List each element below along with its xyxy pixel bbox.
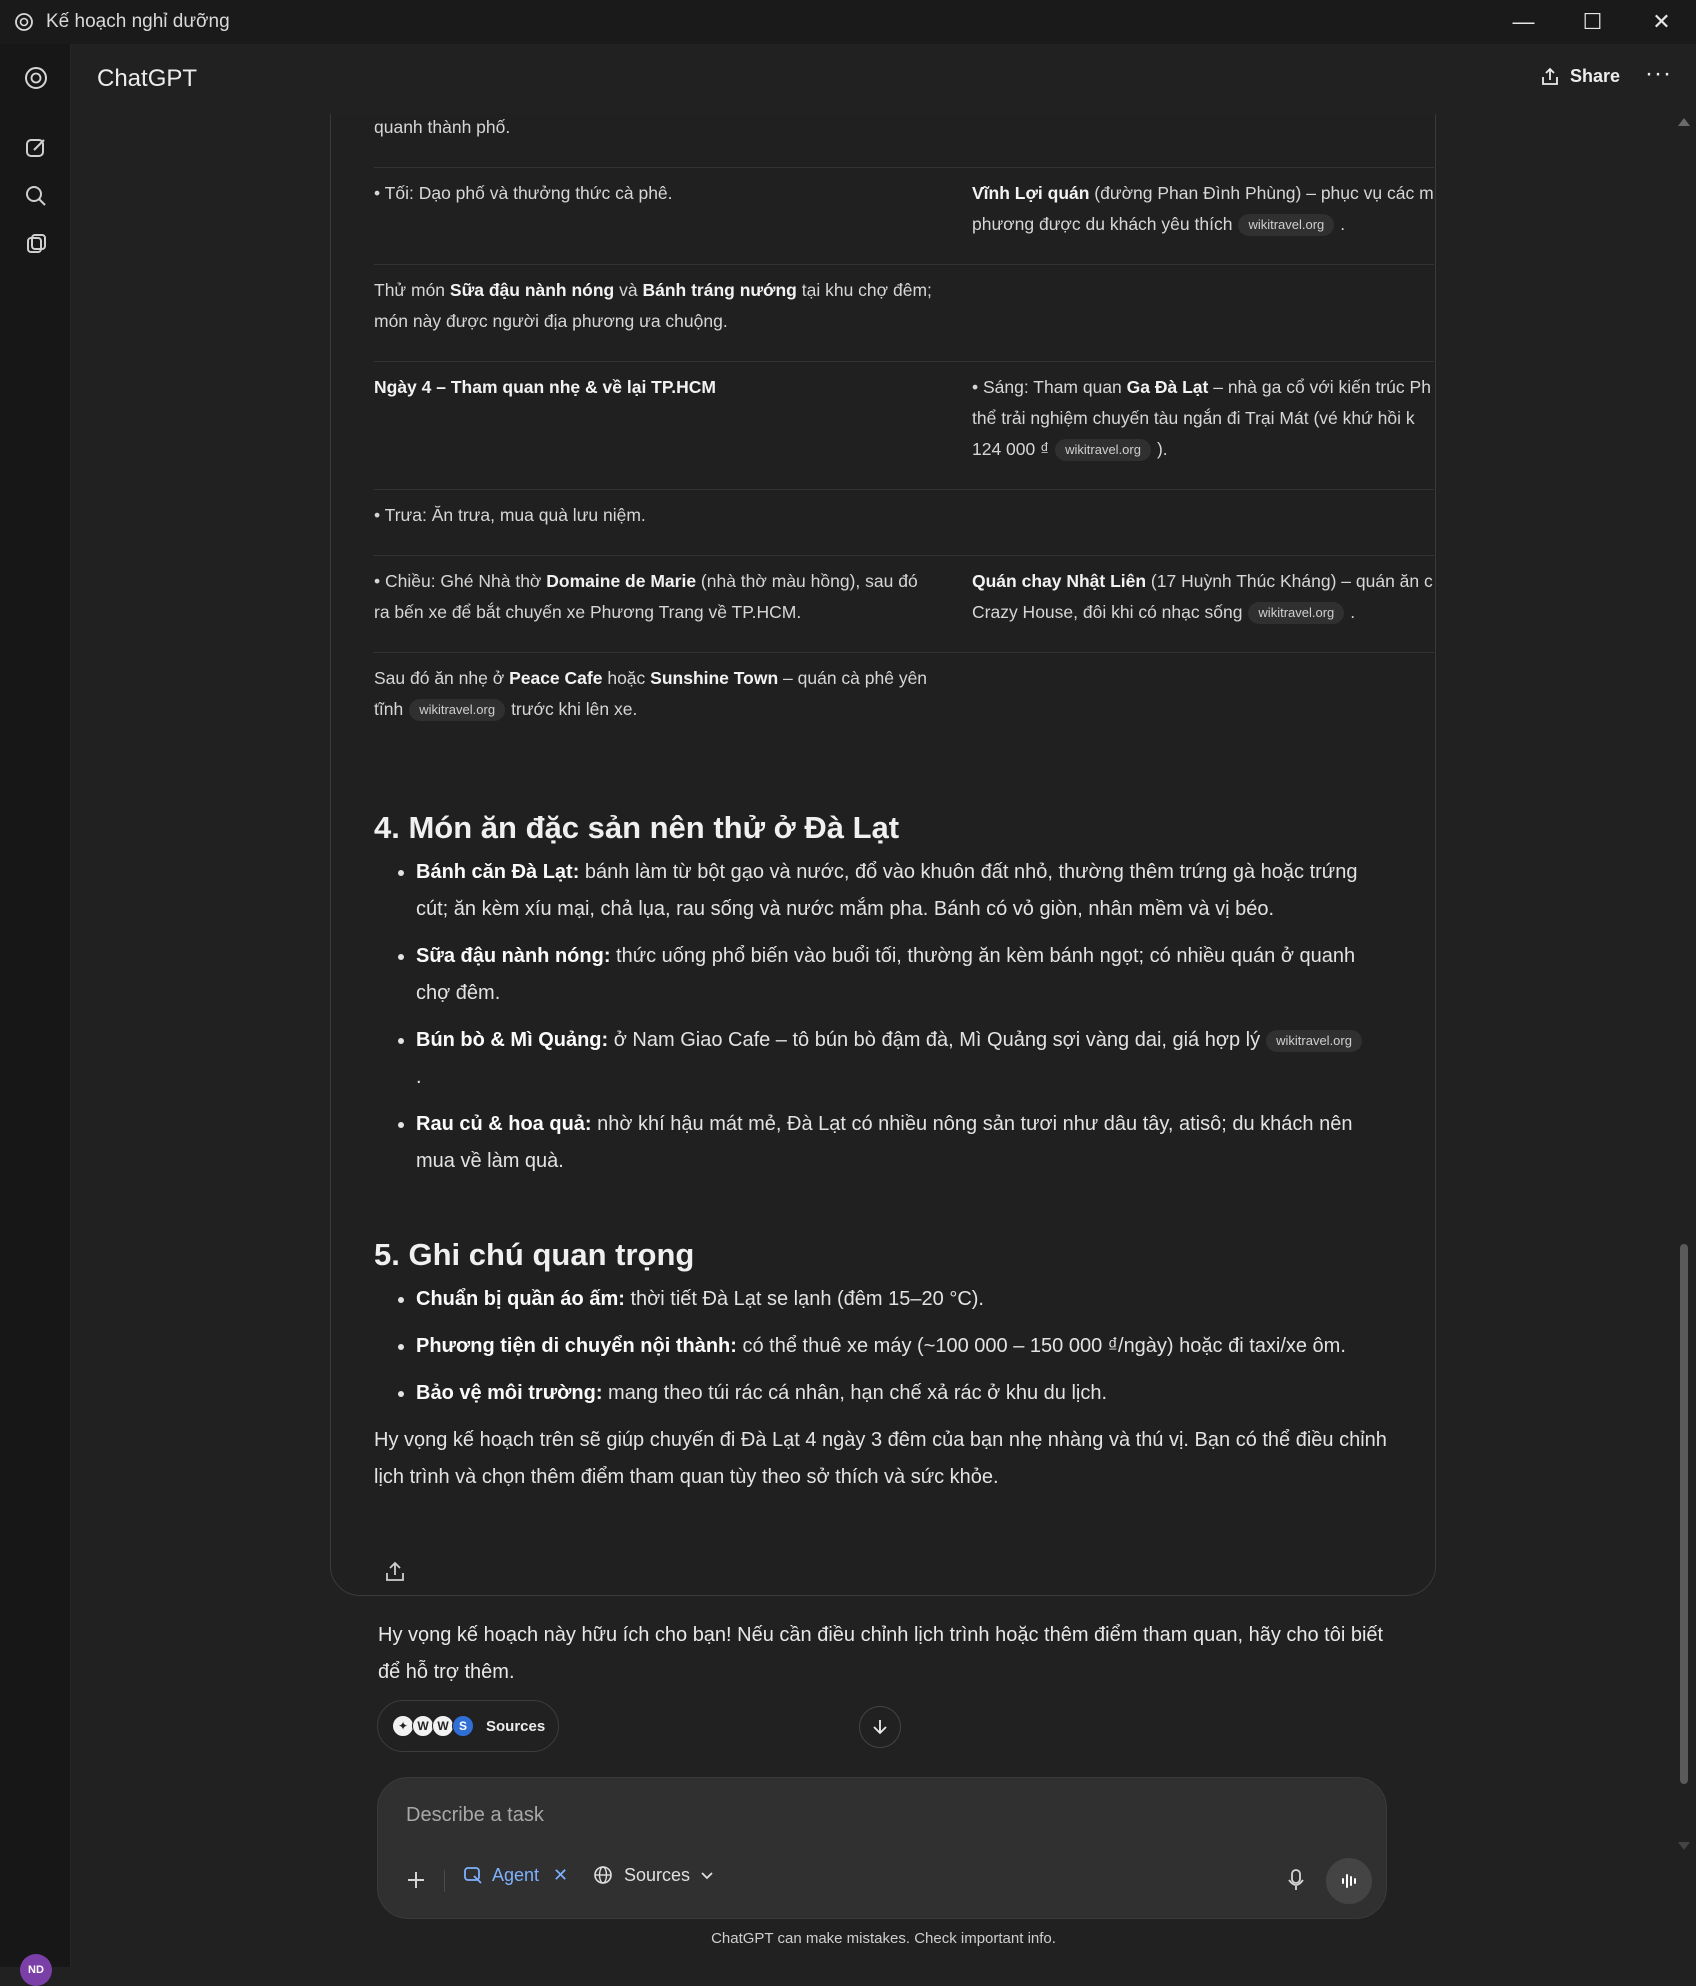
table-cell-bold: Ngày 4 – Tham quan nhẹ & về lại TP.HCM	[374, 377, 716, 397]
section-specialties	[374, 810, 1394, 1190]
table-cell: (17 Huỳnh Thúc Kháng) – quán ăn c	[1146, 571, 1433, 591]
section-notes	[374, 1237, 1394, 1496]
list-item-text: thức uống phổ biến vào buổi tối, thường ăn kèm bánh ngọt; có nhiều quán ở quanh chợ đêm.	[416, 945, 1356, 1004]
table-row	[374, 168, 1434, 265]
list-item-title: Bảo vệ môi trường:	[416, 1382, 603, 1404]
table-cell: tại khu chợ đêm; món này được người địa phương ưa chuộng.	[374, 280, 932, 331]
table-cell-bold: Quán chay Nhật Liên	[972, 571, 1147, 591]
avatar[interactable]: ND	[20, 1954, 52, 1986]
disclaimer: ChatGPT can make mistakes. Check important info.	[711, 1930, 1056, 1947]
table-cell: 124 000 ₫	[972, 439, 1050, 459]
list-item-title: Rau củ & hoa quả:	[416, 1113, 592, 1135]
table-cell: quanh thành phố.	[374, 117, 511, 137]
table-cell-bold: Peace Cafe	[509, 668, 603, 688]
table-cell-bold: Vĩnh Lợi quán	[972, 183, 1090, 203]
list-item-text: mang theo túi rác cá nhân, hạn chế xả rác ở khu du lịch.	[602, 1382, 1108, 1404]
table-cell: .	[1350, 602, 1356, 622]
search-icon[interactable]	[22, 182, 50, 210]
new-chat-icon[interactable]	[22, 134, 50, 162]
favicon-icon: ✦	[392, 1715, 414, 1737]
list-item	[416, 1281, 1394, 1318]
table-cell: .	[1340, 214, 1346, 234]
table-cell: • Tối: Dạo phố và thưởng thức cà phê.	[374, 183, 673, 203]
table-cell: hoặc	[602, 668, 651, 688]
table-cell-bold: Sữa đậu nành nóng	[449, 280, 615, 300]
closing-paragraph: Hy vọng kế hoạch trên sẽ giúp chuyến đi Đà Lạt 4 ngày 3 đêm của bạn nhẹ nhàng và thú vị. Bạn có thể điều chỉnh lịch trình và chọn thêm điểm tham quan tùy theo sở thích và sức khỏe.	[374, 1429, 1387, 1488]
table-cell: Thử món	[374, 280, 450, 300]
table-cell: • Chiều: Ghé Nhà thờ	[374, 571, 547, 591]
more-options-button[interactable]: ···	[1645, 60, 1672, 87]
table-cell: phương được du khách yêu thích	[972, 214, 1233, 234]
table-row	[374, 490, 1434, 556]
arrow-down-icon	[870, 1717, 890, 1737]
section-heading: 5. Ghi chú quan trọng	[374, 1237, 695, 1272]
window-titlebar	[0, 0, 1696, 44]
sources-label: Sources	[486, 1717, 546, 1735]
agent-mode-pill[interactable]	[462, 1864, 568, 1886]
list-item-text: .	[416, 1066, 422, 1088]
table-cell: – quán cà phê yên tĩnh	[374, 668, 928, 719]
citation-chip[interactable]: wikitravel.org	[1238, 214, 1334, 236]
sources-dropdown-label: Sources	[624, 1864, 691, 1885]
scrollbar-thumb[interactable]	[1680, 1244, 1688, 1784]
table-row	[374, 653, 1434, 749]
table-cell: Crazy House, đôi khi có nhạc sống	[972, 602, 1243, 622]
voice-waveform-icon	[1338, 1870, 1360, 1892]
table-row	[374, 265, 1434, 362]
table-cell: • Trưa: Ăn trưa, mua quà lưu niệm.	[374, 505, 646, 525]
wikipedia-favicon-icon: W	[412, 1715, 434, 1737]
scrollbar[interactable]	[1676, 114, 1692, 1854]
table-cell: Sau đó ăn nhẹ ở	[374, 668, 510, 688]
globe-icon	[592, 1864, 614, 1886]
table-cell: – nhà ga cổ với kiến trúc Ph	[1208, 377, 1431, 397]
list-item	[416, 1022, 1394, 1096]
scroll-up-arrow-icon[interactable]	[1678, 118, 1690, 126]
list-item-text: thời tiết Đà Lạt se lạnh (đêm 15–20 °C).	[624, 1288, 984, 1310]
section-heading: 4. Món ăn đặc sản nên thử ở Đà Lạt	[374, 810, 900, 845]
agent-icon	[462, 1864, 484, 1886]
list-item-text: bánh làm từ bột gạo và nước, đổ vào khuôn đất nhỏ, thường thêm trứng gà hoặc trứng cút; ăn kèm xíu mại, chả lụa, rau sống và nước mắm pha. Bánh có vỏ giòn, nhân mềm và vị béo.	[416, 861, 1358, 920]
remove-agent-button[interactable]: ✕	[553, 1864, 569, 1885]
list-item	[416, 1375, 1394, 1412]
list-item-title: Bún bò & Mì Quảng:	[416, 1029, 609, 1051]
table-cell: • Sáng: Tham quan	[972, 377, 1127, 397]
wikipedia-favicon-icon: W	[432, 1715, 454, 1737]
table-row	[374, 556, 1434, 653]
task-input[interactable]: Describe a task	[406, 1804, 544, 1826]
list-item-text: có thể thuê xe máy (~100 000 – 150 000 ₫/ngày) hoặc đi taxi/xe ôm.	[736, 1335, 1346, 1357]
table-cell: (nhà thờ màu hồng), sau đó ra bến xe để bắt chuyến xe Phương Trang về TP.HCM.	[374, 571, 918, 622]
minimize-button[interactable]: —	[1512, 9, 1535, 34]
citation-chip[interactable]: wikitravel.org	[409, 699, 505, 721]
add-attachment-button[interactable]	[402, 1866, 430, 1894]
list-item-title: Sữa đậu nành nóng:	[416, 945, 611, 967]
chat-header	[71, 44, 1696, 114]
model-title[interactable]: ChatGPT	[97, 65, 198, 92]
list-item	[416, 1328, 1394, 1365]
list-item	[416, 938, 1394, 1012]
list-item-text: nhờ khí hậu mát mẻ, Đà Lạt có nhiều nông sản tươi như dâu tây, atisô; du khách nên mua về làm quà.	[416, 1113, 1353, 1172]
table-cell: thể trải nghiệm chuyến tàu ngắn đi Trại Mát (vé khứ hồi k	[972, 408, 1415, 428]
chevron-down-icon	[700, 1868, 714, 1882]
citation-chip[interactable]: wikitravel.org	[1248, 602, 1344, 624]
composer	[378, 1778, 1386, 1918]
scroll-down-arrow-icon[interactable]	[1678, 1842, 1690, 1850]
export-icon[interactable]	[383, 1560, 407, 1584]
plus-icon	[402, 1866, 430, 1894]
itinerary-table	[374, 75, 1434, 749]
list-item	[416, 854, 1394, 928]
citation-chip[interactable]: wikitravel.org	[1266, 1030, 1362, 1052]
table-cell-bold: Bánh tráng nướng	[642, 280, 797, 300]
sources-dropdown[interactable]	[592, 1864, 714, 1886]
table-row	[374, 362, 1434, 490]
window-title: Kế hoạch nghỉ dưỡng	[46, 11, 230, 32]
assistant-reply: Hy vọng kế hoạch này hữu ích cho bạn! Nếu cần điều chỉnh lịch trình hoặc thêm điểm tham quan, hãy cho tôi biết để hỗ trợ thêm.	[378, 1624, 1384, 1683]
openai-logo-icon[interactable]	[22, 64, 50, 92]
voice-mode-button[interactable]	[1326, 1858, 1372, 1904]
list-item-title: Phương tiện di chuyển nội thành:	[416, 1335, 737, 1357]
list-item-title: Bánh căn Đà Lạt:	[416, 861, 580, 883]
response-card	[330, 74, 1436, 1596]
table-cell: trước khi lên xe.	[511, 699, 638, 719]
share-button[interactable]	[1540, 66, 1620, 87]
dictate-button[interactable]	[1282, 1866, 1310, 1894]
list-item	[416, 1106, 1394, 1180]
left-rail	[0, 44, 71, 1976]
table-cell: ).	[1156, 439, 1168, 459]
site-favicon-icon: S	[452, 1715, 474, 1737]
citation-chip[interactable]: wikitravel.org	[1055, 439, 1151, 461]
table-cell: và	[614, 280, 643, 300]
table-cell-bold: Ga Đà Lạt	[1126, 377, 1209, 397]
openai-logo-icon	[12, 10, 36, 34]
chat-scroll-area[interactable]	[71, 114, 1671, 1967]
list-item-title: Chuẩn bị quần áo ấm:	[416, 1288, 625, 1310]
table-cell-bold: Domaine de Marie	[546, 571, 697, 591]
share-icon	[1540, 67, 1560, 87]
close-button[interactable]: ✕	[1652, 9, 1671, 34]
library-icon[interactable]	[22, 230, 50, 258]
sources-button[interactable]	[377, 1700, 559, 1752]
microphone-icon	[1282, 1866, 1310, 1894]
agent-label: Agent	[492, 1864, 540, 1885]
divider	[444, 1870, 445, 1892]
maximize-button[interactable]: ☐	[1582, 9, 1603, 34]
table-cell-bold: Sunshine Town	[650, 668, 779, 688]
list-item-text: ở Nam Giao Cafe – tô bún bò đậm đà, Mì Quảng sợi vàng dai, giá hợp lý	[608, 1029, 1261, 1051]
table-cell: (đường Phan Đình Phùng) – phục vụ các m	[1089, 183, 1434, 203]
share-label: Share	[1569, 66, 1620, 86]
scroll-down-button[interactable]	[859, 1706, 901, 1748]
